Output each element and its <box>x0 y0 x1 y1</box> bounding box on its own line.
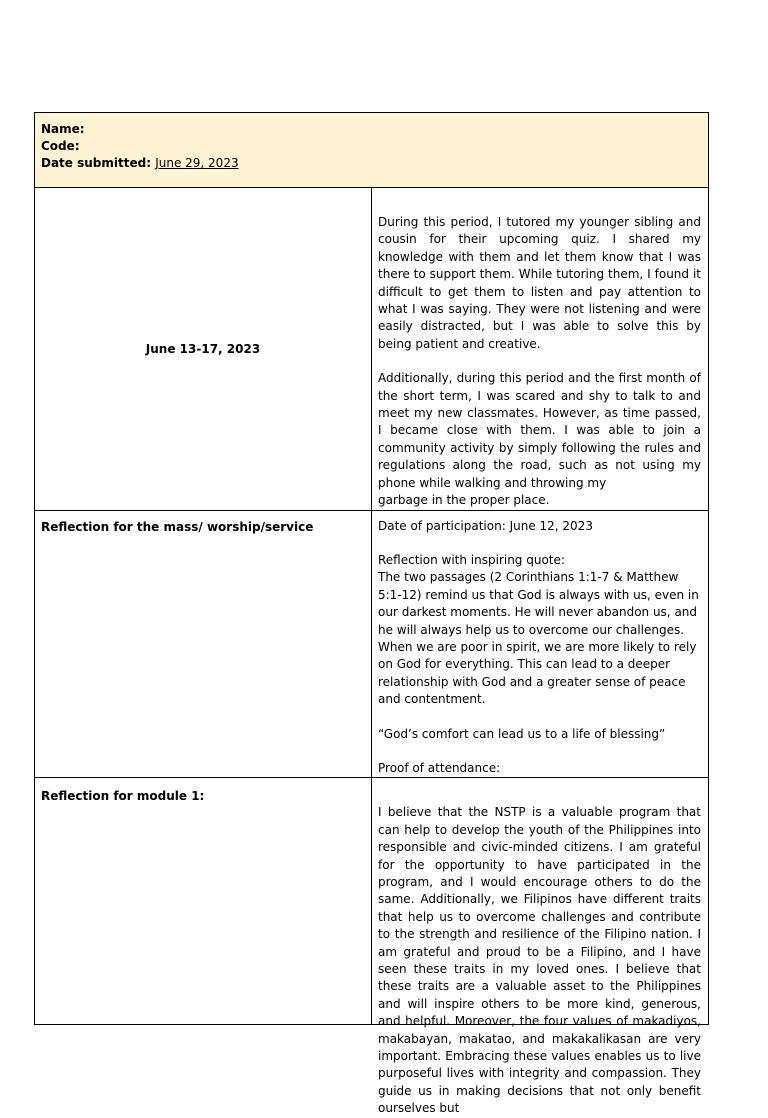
table-row <box>35 510 709 778</box>
mass-reflection-label: Reflection for the mass/ worship/service <box>41 519 314 534</box>
community-paragraph-end: garbage in the proper place. <box>378 493 550 508</box>
row-content-cell <box>372 778 709 1116</box>
module-reflection-label: Reflection for module 1: <box>41 789 205 804</box>
reflection-table <box>34 112 709 1116</box>
code-label: Code: <box>41 139 80 153</box>
row-content-cell <box>372 188 709 511</box>
date-submitted-line <box>41 155 702 172</box>
reflection-heading: Reflection with inspiring quote: <box>378 552 565 567</box>
tutoring-paragraph: During this period, I tutored my younger sibling and cousin for their upcoming quiz. I shared my knowledge with them and let them know that I was there to support them. While tutoring them, I found it difficult to get them to listen and pay attention to what I was saying. They were not listening and were easily distracted, but I was able to solve this by being patient and creative. <box>378 215 701 351</box>
row-label-cell <box>35 778 372 1025</box>
header-row <box>35 113 709 188</box>
proof-of-attendance: Proof of attendance: <box>378 760 501 775</box>
row-content-cell <box>372 510 709 778</box>
row-label-cell <box>35 188 372 511</box>
table-row <box>35 778 709 1025</box>
module-paragraph: I believe that the NSTP is a valuable program that can help to develop the youth of the Philippines into responsible and civic-minded citizens. I am grateful for the opportunity to have participated in the program, and I would encourage others to do the same. Additionally, we Filipinos have different traits that help us to overcome challenges and contribute to the strength and resilience of the Filipino nation. I am grateful and proud to be a Filipino, and I have seen these traits in my loved ones. I believe that these traits are a valuable asset to the Philippines and will inspire others to be more kind, generous, and helpful. Moreover, the four values of makadiyos, makabayan, makatao, and makakalikasan are very important. Embracing these values enables us to live purposeful lives with integrity and compassion. They guide us in making decisions that not only benefit ourselves but <box>378 805 701 1116</box>
row-label-cell <box>35 510 372 778</box>
community-paragraph: Additionally, during this period and the first month of the short term, I was scared and shy to talk to and meet my new classmates. However, as time passed, I became close with them. I was able to join a community activity by simply following the rules and regulations along the road, such as not using my phone while walking and throwing my <box>378 371 701 490</box>
date-submitted-label: Date submitted: <box>41 156 152 170</box>
date-submitted-value: June 29, 2023 <box>155 156 239 170</box>
inspiring-quote: “God’s comfort can lead us to a life of blessing” <box>378 726 666 741</box>
table-row <box>35 188 709 511</box>
header-cell <box>35 113 709 188</box>
participation-date: Date of participation: June 12, 2023 <box>378 518 593 533</box>
name-label: Name: <box>41 122 85 136</box>
period-label: June 13-17, 2023 <box>145 341 261 356</box>
reflection-text: The two passages (2 Corinthians 1:1-7 & Matthew 5:1-12) remind us that God is always with us, even in our darkest moments. He will never abandon us, and he will always help us to overcome our challenges. When we are poor in spirit, we are more likely to rely on God for everything. This can lead to a deeper relationship with God and a greater sense of peace and contentment. <box>378 570 699 707</box>
